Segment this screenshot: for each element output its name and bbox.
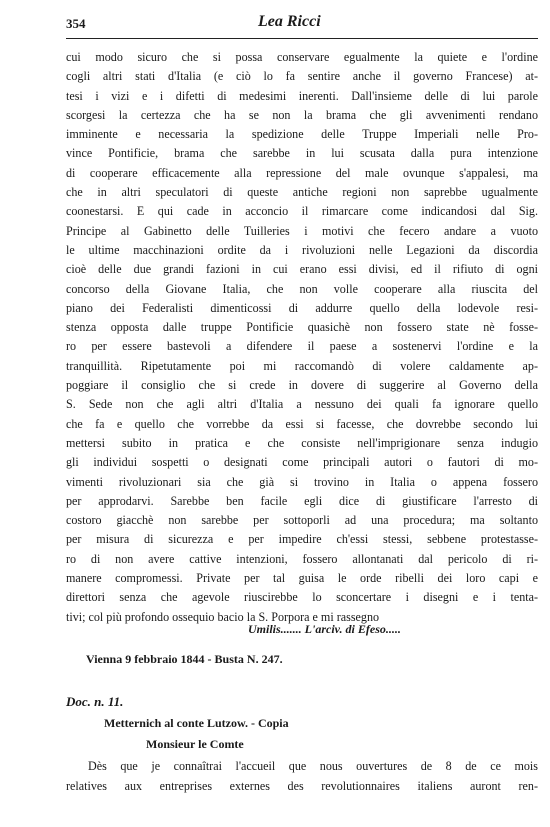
text-line: che in altri speculatori di queste antiche regioni non saprebbe ugualmente	[66, 185, 538, 200]
letter-body	[66, 48, 538, 627]
text-line: mettersi subito in pratica e che consiste nell'imprigionare senza indugio	[66, 435, 538, 450]
text-line: relatives aux entreprises externes des revolutionnaires italiens auront ren-	[66, 778, 538, 793]
text-line: Dès que je connaîtrai l'accueil que nous ouvertures de 8 de ce mois	[88, 759, 538, 773]
text-line: manere compromessi. Private per tal guisa le orde ribelli dei loro capi e	[66, 571, 538, 586]
text-line: S. Sede non che agli altri d'Italia a nessuno dei quali fa ignorare quello	[66, 397, 538, 412]
text-line: piano dei Federalisti dimenticossi di addurre quello della lodevole resi-	[66, 300, 538, 315]
text-line: di cooperare efficacemente alla repressione del male ovunque s'appalesi, ma	[66, 165, 538, 180]
text-line: che fa e quello che vorrebbe da essi si facesse, che dovrebbe secondo lui	[66, 416, 538, 431]
document-body	[66, 757, 538, 796]
text-line: poggiare il consiglio che si crede in dovere di suggerire al Governo della	[66, 378, 538, 393]
text-line: tivi; col più profondo ossequio bacio la S. Porpora e mi rassegno	[66, 609, 380, 624]
text-line: gli individui sospetti o designati come principali autori o fautori di mo-	[66, 455, 538, 470]
page-header	[66, 12, 538, 39]
text-line: tesi i vizi e i difetti di medesimi inerenti. Dall'insieme delle di lui parole	[66, 88, 538, 103]
text-line: concorso della Giovane Italia, che non volle cooperare alla riuscita del	[66, 281, 538, 296]
document-heading: Metternich al conte Lutzow. - Copia	[104, 716, 289, 730]
text-line: scorgesi la certezza che ha se non la brama che gli avvenimenti rendano	[66, 107, 538, 122]
running-head: Lea Ricci	[258, 13, 321, 30]
text-line: vimenti rivoluzionari sia che già si trovino in Italia o appena fossero	[66, 474, 538, 489]
text-line: vince Pontificie, brama che sarebbe in lui scusata dalla pura intenzione	[66, 146, 538, 161]
archive-reference: Vienna 9 febbraio 1844 - Busta N. 247.	[86, 652, 283, 666]
text-line: coonestarsi. E qui cade in acconcio il rimarcare come indicandosi dal Sig.	[66, 204, 538, 219]
text-line: ro di non avere cattive intenzioni, fossero allontanati dal pericolo di ri-	[66, 551, 538, 566]
text-line: imminente e necessaria la spedizione delle Truppe Imperiali nelle Pro-	[66, 127, 538, 142]
text-line: tranquillità. Ripetutamente poi mi raccomandò di volere caldamente ap-	[66, 358, 538, 373]
text-line: costoro giacchè non sarebbe per sottoporli ad una procedura; ma soltanto	[66, 513, 538, 528]
text-line: cui modo sicuro che si possa conservare egualmente la quiete e l'ordine	[66, 50, 538, 64]
text-line: cioè delle due grandi fazioni in cui erano essi divisi, ed il rifiuto di ogni	[66, 262, 538, 277]
text-line: le ultime macchinazioni ordite da i rivoluzioni nelle Legazioni da discordia	[66, 242, 538, 257]
text-line: stenza opposta dalle truppe Pontificie quasichè non fossero state nè fosse-	[66, 320, 538, 335]
text-line: per approdarvi. Sarebbe ben facile egli dice di giustificare l'arresto di	[66, 493, 538, 508]
salutation: Monsieur le Comte	[146, 737, 244, 751]
page-number: 354	[66, 16, 86, 31]
text-line: ro per essere bastevoli a difendere il paese a sostenervi l'ordine e la	[66, 339, 538, 354]
text-line: Principe al Gabinetto delle Tuilleries i motivi che fecero andare a vuoto	[66, 223, 538, 238]
text-line: cogli altri stati d'Italia (e ciò lo fa sentire anche il governo Francese) at-	[66, 69, 538, 84]
document-label: Doc. n. 11.	[66, 694, 124, 709]
text-line: per misura di sicurezza e per impedire ch'essi stessi, sebbene protestasse-	[66, 532, 538, 547]
text-line: direttori senza che agevole riuscirebbe lo sconcertare i disegni e i tenta-	[66, 590, 538, 605]
signature: Umilis....... L'arciv. di Efeso.....	[248, 622, 401, 636]
